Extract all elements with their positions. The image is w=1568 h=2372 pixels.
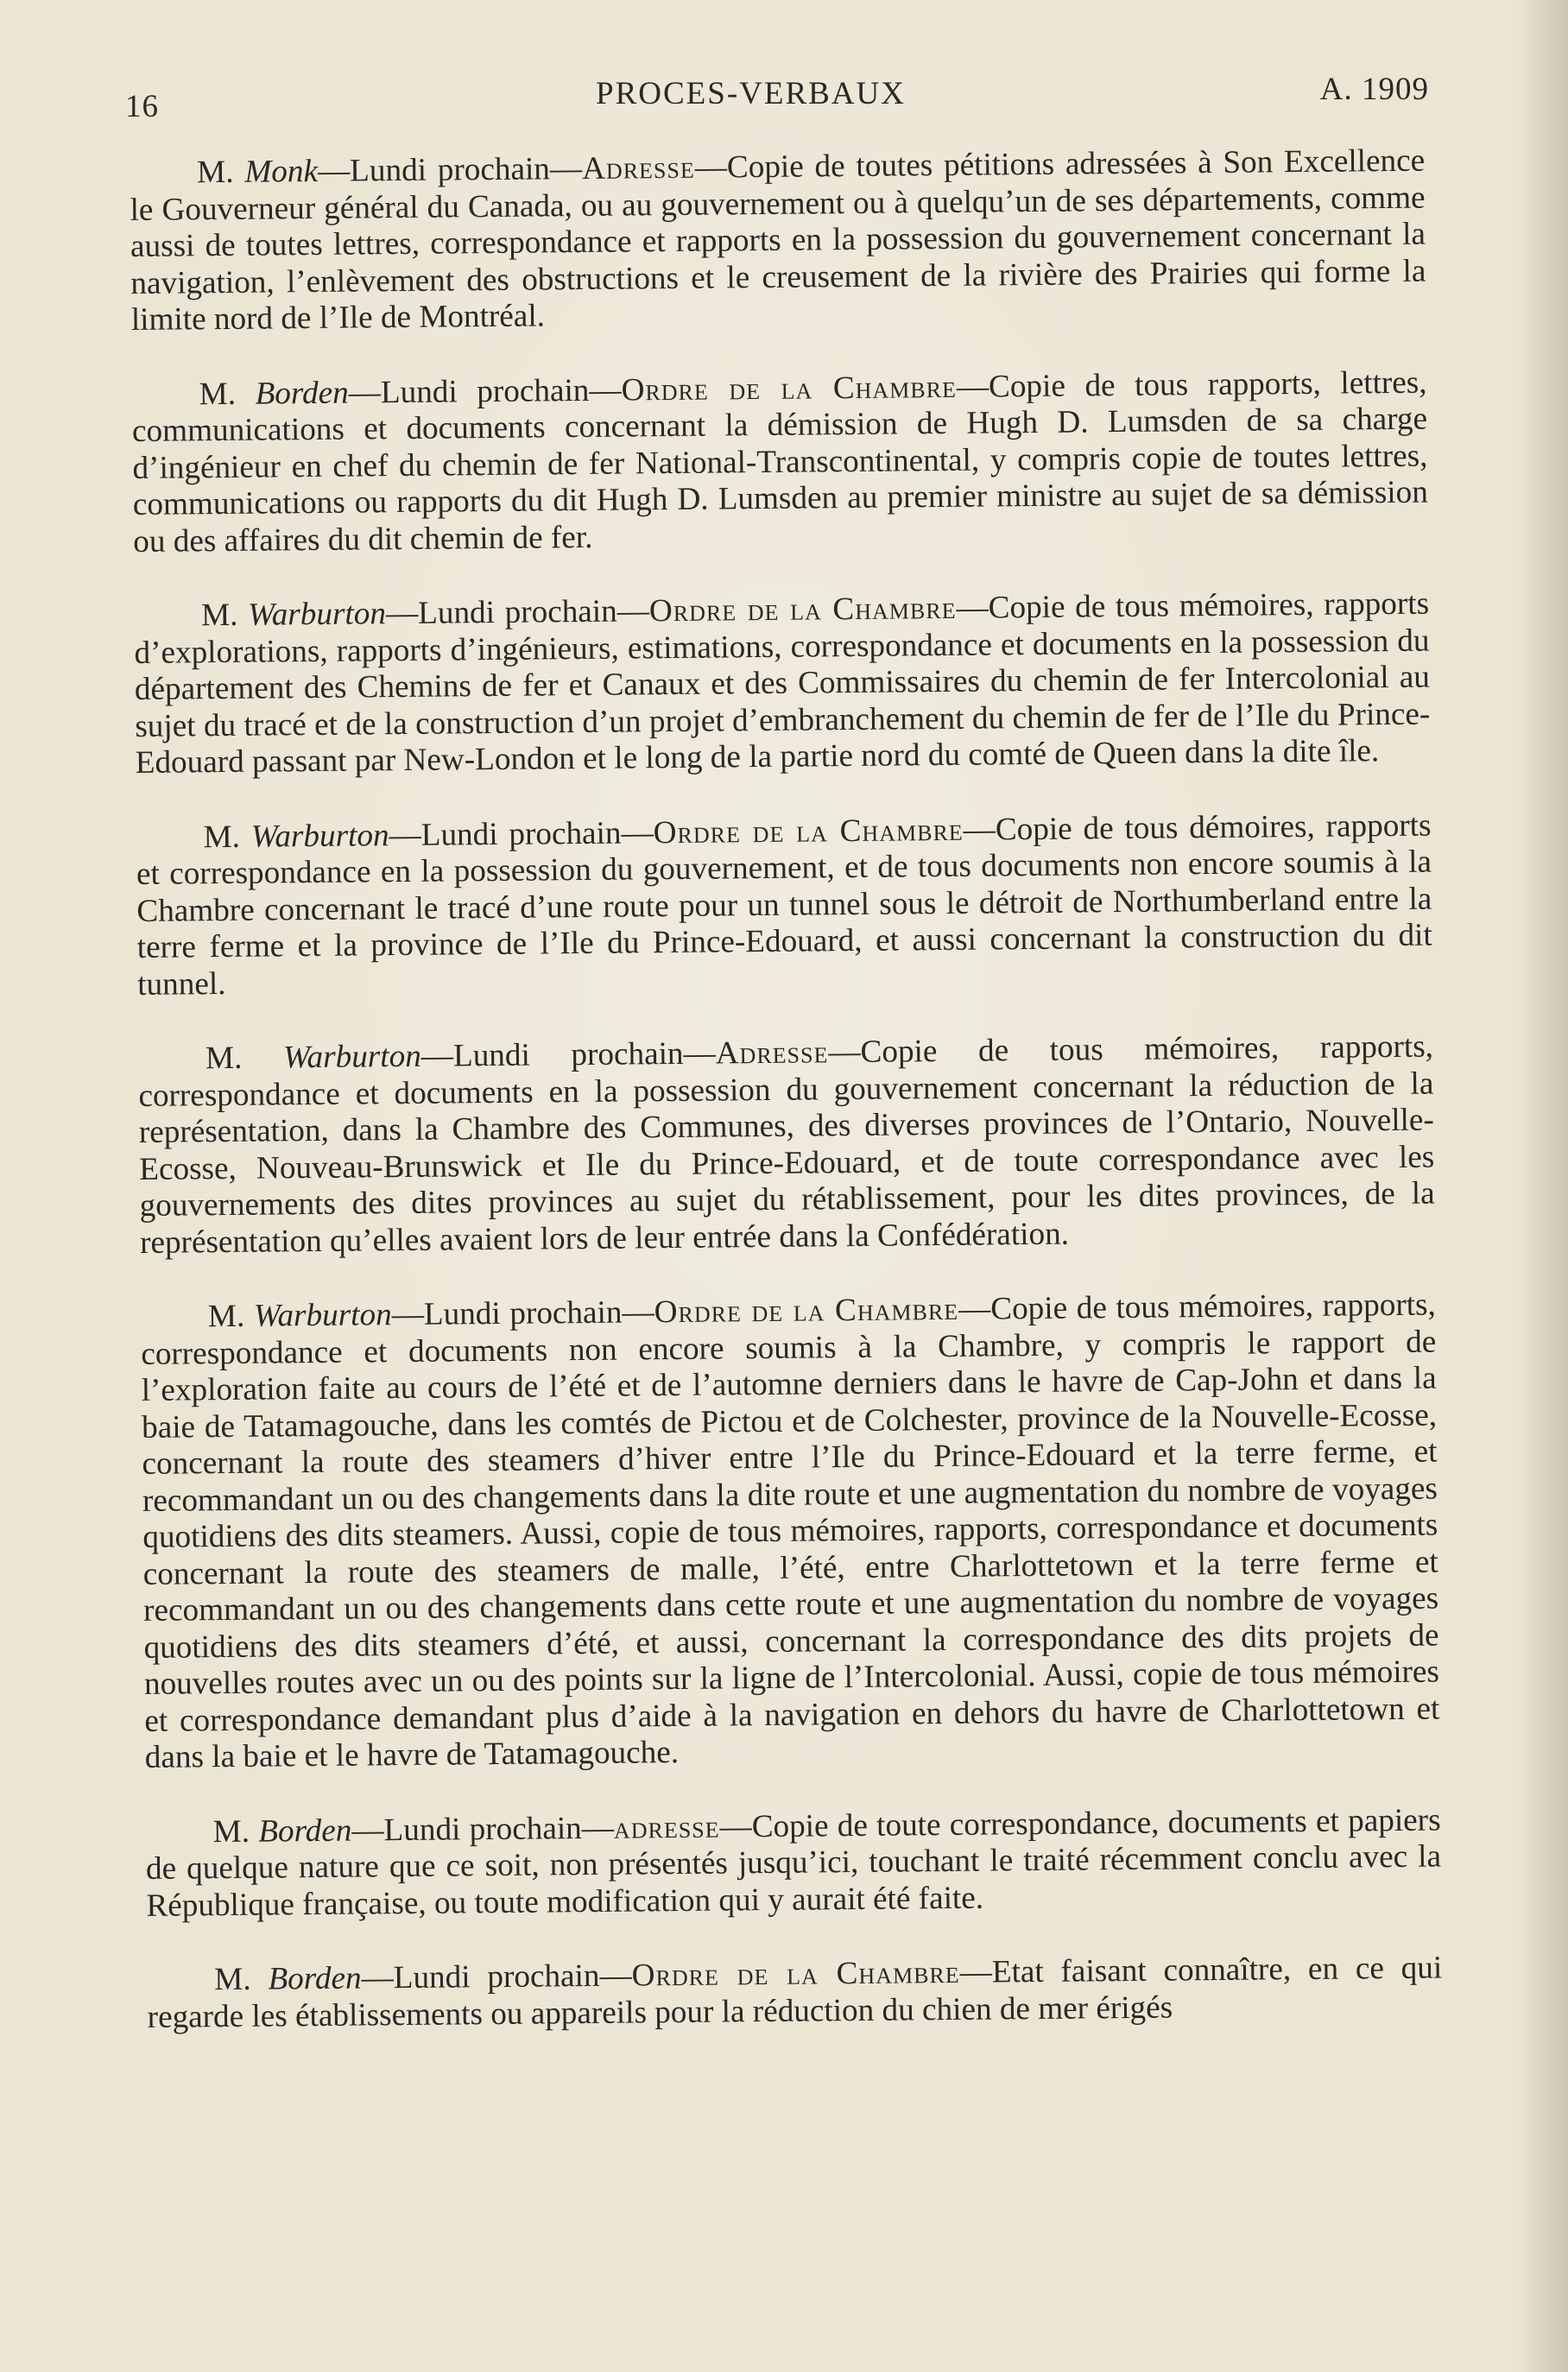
- page-number: 16: [125, 89, 159, 124]
- motion-text: —Copie de tous démoires, rapports et correspondance en la possession du gouvernement, et de tous documents non encore soumis à la Chambre concernant le tracé d’une route pour un tunnel sous le détroit de Northumberland entre la terre ferme et la province de l’Ile du Prince-Edouard, et aussi concernant la construction du dit tunnel.: [136, 807, 1432, 1003]
- motions-list: [130, 143, 1443, 2074]
- session-year: A. 1909: [1319, 72, 1429, 107]
- motion-prefix: M.: [214, 1961, 269, 1998]
- motion-entry: [131, 364, 1428, 560]
- motion-entry: [141, 1287, 1440, 1777]
- running-header: [125, 71, 1429, 124]
- motion-prefix: M.: [196, 154, 245, 191]
- motion-kind: adresse: [613, 1809, 720, 1846]
- motion-kind: Ordre de la Chambre: [654, 1291, 959, 1331]
- member-name: Borden: [255, 375, 349, 412]
- motion-kind: Ordre de la Chambre: [653, 812, 964, 851]
- journal-title: PROCES-VERBAUX: [596, 76, 906, 111]
- motion-kind: Adresse: [581, 149, 695, 187]
- motion-entry: [138, 1029, 1435, 1262]
- motion-kind: Ordre de la Chambre: [648, 590, 957, 629]
- motion-text: —Copie de tous rapports, lettres, communications et documents concernant la démission de Hugh D. Lumsden de sa charge d’ingénieur en chef du chemin de fer National-Transcontinental, y compris copie de toutes lettres, communications ou rapports du dit Hugh D. Lumsden au premier ministre au sujet de sa démission ou des affaires du dit chemin de fer.: [131, 364, 1429, 560]
- motion-when: —Lundi prochain—: [385, 593, 650, 632]
- member-name: Monk: [244, 153, 319, 190]
- motion-prefix: M.: [207, 1298, 255, 1335]
- motion-kind: Ordre de la Chambre: [621, 369, 958, 408]
- motion-when: —Lundi prochain—: [391, 1294, 654, 1333]
- page-edge-shadow: [1516, 0, 1568, 2372]
- motion-when: —Lundi prochain—: [348, 372, 622, 411]
- motion-kind: Ordre de la Chambre: [631, 1954, 960, 1994]
- motion-text: —Copie de toute correspondance, documents et papiers de quelque nature que ce soit, non présentés jusqu’ici, touchant le traité récemment conclu avec la République française, ou toute modification qui y aurait été faite.: [145, 1802, 1442, 1924]
- motion-text: —Copie de tous mémoires, rapports, correspondance et documents non encore soumis à la Chambre, y compris le rapport de l’exploration faite au cours de l’été et de l’automne derniers dans le havre de Cap-John et dans la baie de Tatamagouche, dans les comtés de Pictou et de Colchester, province de la Nouvelle-Ecosse, concernant la route des steamers d’hiver entre l’Ile du Prince-Edouard et la terre ferme, et recommandant un ou des changements dans la dite route et une augmentation du nombre de voyages quotidiens des dits steamers. Aussi, copie de tous mémoires, rapports, correspondance et documents concernant la route des steamers de malle, l’été, entre Charlottetown et la terre ferme et recommandant un ou des changements dans cette route et une augmentation du nombre de voyages quotidiens des dits steamers d’été, et aussi, concernant la correspondance des dits projets de nouvelles routes avec un ou des points sur la ligne de l’Intercolonial. Aussi, copie de tous mémoires et correspondance demandant plus d’aide à la navigation en dehors du havre de Charlottetown et dans la baie et le havre de Tatamagouche.: [141, 1287, 1440, 1775]
- motion-when: —Lundi prochain—: [317, 150, 583, 189]
- member-name: Warburton: [250, 817, 389, 855]
- motion-when: —Lundi prochain—: [351, 1810, 615, 1849]
- member-name: Warburton: [282, 1038, 422, 1076]
- motion-entry: [134, 586, 1431, 782]
- motion-text: —Copie de tous mémoires, rapports, correspondance et documents en la possession du gouvernement concernant la réduction de la représentation, dans la Chambre des Communes, des diverses provinces de l’Ontario, Nouvelle-Ecosse, Nouveau-Brunswick et Ile du Prince-Edouard, et de toute correspondance avec les gouvernements des dites provinces au sujet du rétablissement, pour les dites provinces, de la représentation qu’elles avaient lors de leur entrée dans la Confédération.: [138, 1028, 1435, 1261]
- member-name: Borden: [258, 1812, 352, 1850]
- motion-when: —Lundi prochain—: [420, 1035, 716, 1074]
- motion-entry: [130, 143, 1426, 339]
- motion-kind: Adresse: [715, 1034, 829, 1072]
- motion-prefix: M.: [212, 1813, 259, 1850]
- member-name: Borden: [268, 1960, 362, 1997]
- motion-prefix: M.: [203, 819, 251, 855]
- motion-when: —Lundi prochain—: [361, 1958, 632, 1996]
- motion-prefix: M.: [199, 376, 256, 412]
- motion-text: —Etat faisant connaître, en ce qui regarde les établissements ou appareils pour la réduction du chien de mer érigés: [147, 1950, 1443, 2035]
- motion-prefix: M.: [200, 597, 249, 634]
- motion-when: —Lundi prochain—: [389, 814, 654, 853]
- motion-entry: [136, 807, 1432, 1003]
- motion-prefix: M.: [205, 1040, 284, 1077]
- member-name: Warburton: [253, 1297, 392, 1334]
- motion-entry: [147, 1951, 1443, 2036]
- motion-text: —Copie de tous mémoires, rapports d’explorations, rapports d’ingénieurs, estimations, correspondance et documents en la possession du département des Chemins de fer et Canaux et des Commissaires du chemin de fer Intercolonial au sujet du tracé et de la construction d’un projet d’embranchement du chemin de fer de l’Ile du Prince-Edouard passant par New-London et le long de la partie nord du comté de Queen dans la dite île.: [134, 585, 1431, 781]
- motion-text: —Copie de toutes pétitions adressées à Son Excellence le Gouverneur général du Canada, ou au gouvernement ou à quelqu’un de ses départements, comme aussi de toutes lettres, correspondance et rapports en la possession du gouvernement concernant la navigation, l’enlèvement des obstructions et le creusement de la rivière des Prairies qui forme la limite nord de l’Ile de Montréal.: [130, 142, 1426, 338]
- motion-entry: [145, 1802, 1441, 1925]
- member-name: Warburton: [247, 596, 387, 633]
